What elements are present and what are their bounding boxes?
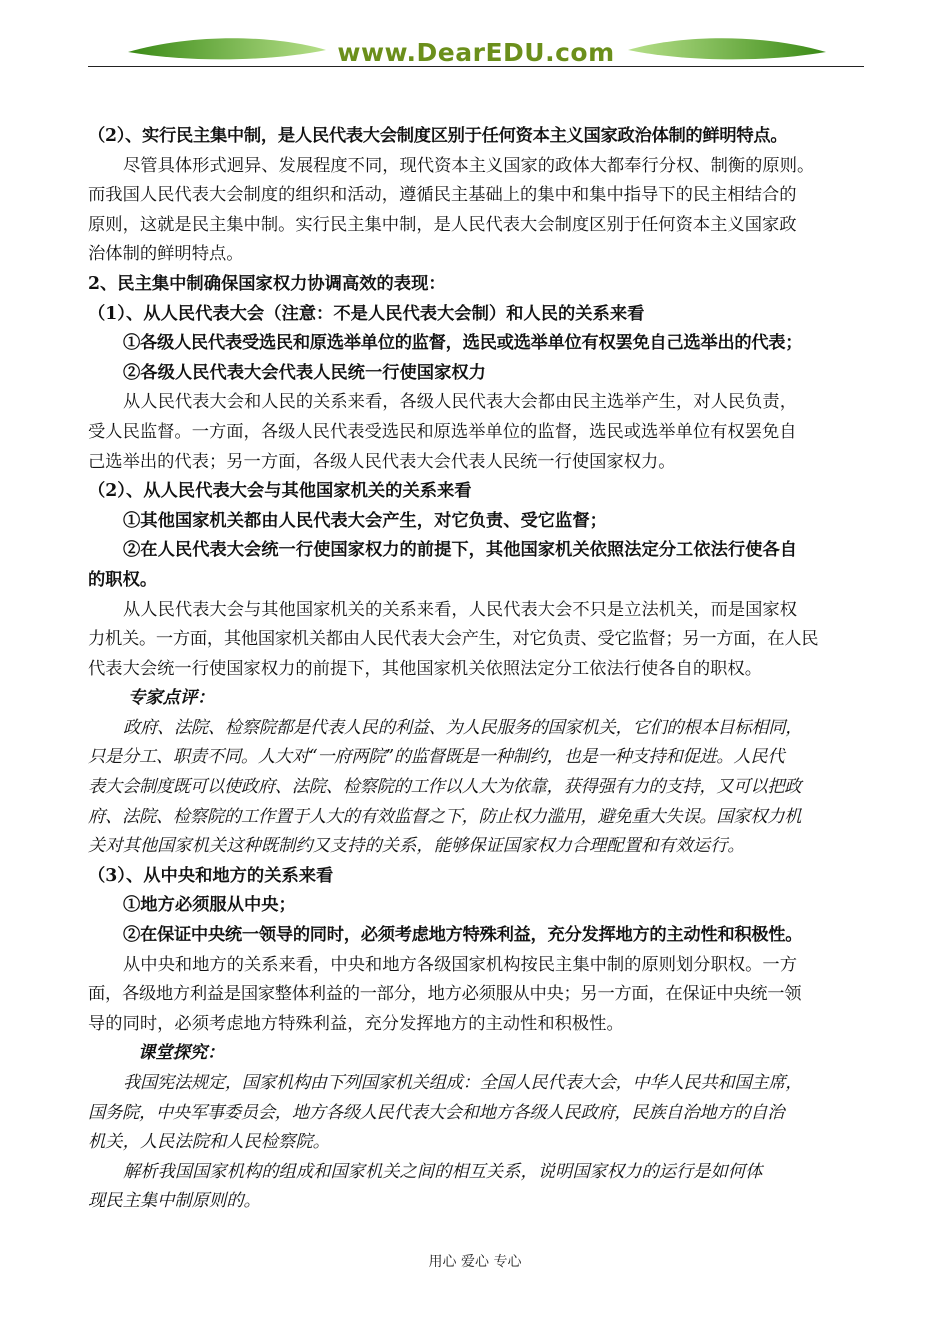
paragraph-line: 机关，人民法院和人民检察院。 (88, 1132, 330, 1153)
subsection-heading: （3）、从中央和地方的关系来看 (88, 865, 334, 886)
paragraph-line: 从人民代表大会和人民的关系来看，各级人民代表大会都由民主选举产生，对人民负责， (123, 392, 797, 413)
paragraph-line: 受人民监督。一方面，各级人民代表受选民和原选举单位的监督，选民或选举单位有权罢免自 (88, 421, 797, 442)
site-header (88, 30, 864, 70)
class-inquiry-heading: 课堂探究： (138, 1043, 225, 1064)
paragraph-line: 现民主集中制原则的。 (88, 1191, 261, 1212)
paragraph-line: 尽管具体形式迥异、发展程度不同，现代资本主义国家的政体大都奉行分权、制衡的原则。 (123, 155, 815, 176)
expert-comment-heading: 专家点评： (128, 688, 215, 709)
header-divider (88, 66, 864, 67)
key-point: 的职权。 (88, 569, 158, 590)
key-point: ①其他国家机关都由人民代表大会产生，对它负责、受它监督； (123, 510, 607, 531)
subsection-heading: （2）、从人民代表大会与其他国家机关的关系来看 (88, 481, 472, 502)
paragraph-line: 解析我国国家机构的组成和国家机关之间的相互关系，说明国家权力的运行是如何体 (123, 1161, 763, 1182)
site-logo-text: www.DearEDU.com (337, 38, 615, 67)
paragraph-line: 力机关。一方面，其他国家机关都由人民代表大会产生，对它负责、受它监督；另一方面，在人民 (88, 629, 819, 650)
key-point: ②各级人民代表大会代表人民统一行使国家权力 (123, 362, 486, 383)
paragraph-line: 关对其他国家机关这种既制约又支持的关系，能够保证国家权力合理配置和有效运行。 (88, 836, 745, 857)
paragraph-line: 表大会制度既可以使政府、法院、检察院的工作以人大为依靠，获得强有力的支持，又可以把政 (88, 777, 802, 798)
paragraph-line: 导的同时，必须考虑地方特殊利益，充分发挥地方的主动性和积极性。 (88, 1013, 624, 1034)
paragraph-line: 只是分工、职责不同。人大对“一府两院”的监督既是一种制约，也是一种支持和促进。人民代 (88, 747, 785, 768)
document-body (88, 122, 868, 1217)
subsection-heading: （1）、从人民代表大会（注意：不是人民代表大会制）和人民的关系来看 (88, 303, 645, 324)
paragraph-line: 国务院，中央军事委员会，地方各级人民代表大会和地方各级人民政府，民族自治地方的自治 (88, 1102, 785, 1123)
key-point: ②在人民代表大会统一行使国家权力的前提下，其他国家机关依照法定分工依法行使各自 (123, 540, 797, 561)
section-heading: 2、民主集中制确保国家权力协调高效的表现： (88, 273, 446, 294)
paragraph-line: 原则，这就是民主集中制。实行民主集中制，是人民代表大会制度区别于任何资本主义国家政 (88, 214, 797, 235)
paragraph-line: 从中央和地方的关系来看，中央和地方各级国家机构按民主集中制的原则划分职权。一方 (123, 954, 797, 975)
paragraph-line: 己选举出的代表；另一方面，各级人民代表大会代表人民统一行使国家权力。 (88, 451, 676, 472)
paragraph-line: 我国宪法规定，国家机构由下列国家机关组成：全国人民代表大会，中华人民共和国主席， (123, 1073, 803, 1093)
key-point: ①地方必须服从中央； (123, 895, 296, 916)
key-point: ①各级人民代表受选民和原选举单位的监督，选民或选举单位有权罢免自己选举出的代表； (123, 333, 803, 354)
page-footer: 用心 爱心 专心 (428, 1254, 522, 1270)
paragraph-line: 从人民代表大会与其他国家机关的关系来看，人民代表大会不只是立法机关，而是国家权 (123, 599, 797, 620)
paragraph-line: 府、法院、检察院的工作置于人大的有效监督之下，防止权力滥用，避免重大失误。国家权力机 (88, 806, 802, 827)
paragraph-line: 代表大会统一行使国家权力的前提下，其他国家机关依照法定分工依法行使各自的职权。 (88, 658, 762, 679)
paragraph-line: 政府、法院、检察院都是代表人民的利益、为人民服务的国家机关，它们的根本目标相同， (123, 717, 803, 738)
paragraph-line: 面，各级地方利益是国家整体利益的一部分，地方必须服从中央；另一方面，在保证中央统一领 (88, 984, 802, 1005)
section-heading: （2）、实行民主集中制，是人民代表大会制度区别于任何资本主义国家政治体制的鲜明特点。 (88, 126, 788, 146)
paragraph-line: 而我国人民代表大会制度的组织和活动，遵循民主基础上的集中和集中指导下的民主相结合的 (88, 185, 797, 206)
key-point: ②在保证中央统一领导的同时，必须考虑地方特殊利益，充分发挥地方的主动性和积极性。 (123, 925, 803, 946)
paragraph-line: 治体制的鲜明特点。 (88, 244, 244, 265)
